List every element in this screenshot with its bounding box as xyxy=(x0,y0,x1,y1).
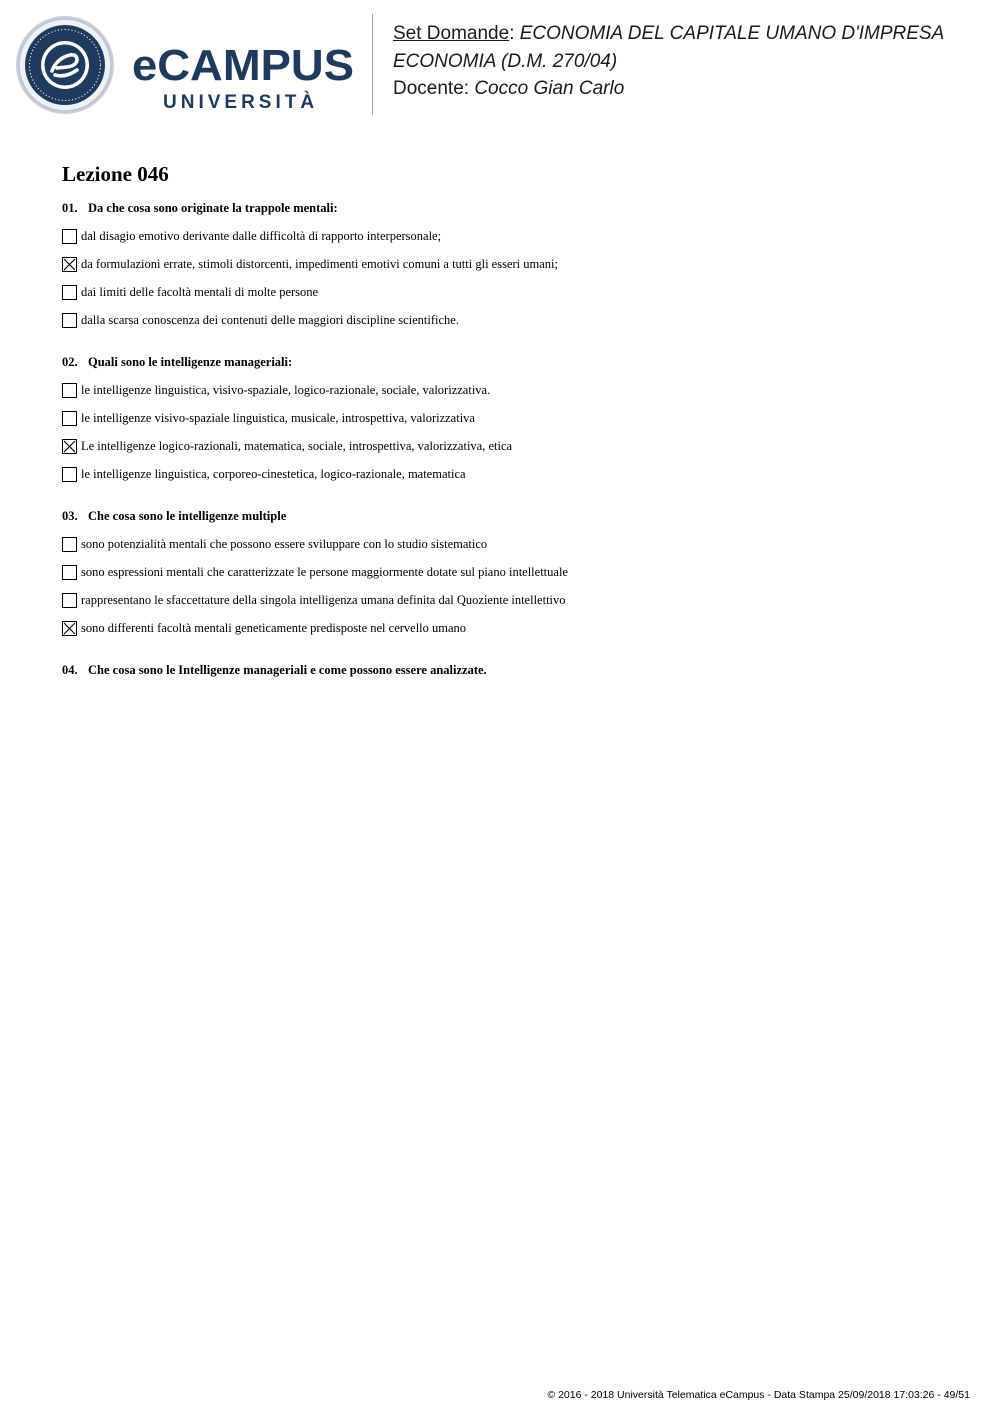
question-text: Quali sono le intelligenze manageriali: xyxy=(88,355,293,369)
answer-option xyxy=(62,558,962,586)
answer-option xyxy=(62,460,962,488)
answer-option xyxy=(62,530,962,558)
question-1 xyxy=(62,200,962,334)
checkbox[interactable] xyxy=(62,411,77,426)
checkbox[interactable] xyxy=(62,467,77,482)
question-number: 02. xyxy=(62,355,78,369)
answer-option xyxy=(62,376,962,404)
answer-text: dalla scarsa conoscenza dei contenuti delle maggiori discipline scientifiche. xyxy=(81,312,459,327)
x-mark-icon xyxy=(63,258,76,271)
answer-text: le intelligenze visivo-spaziale linguistica, musicale, introspettiva, valorizzativa xyxy=(81,410,475,425)
question-2 xyxy=(62,354,962,488)
ecampus-wordmark-logo xyxy=(132,40,357,112)
question-3 xyxy=(62,508,962,642)
answer-option xyxy=(62,250,962,278)
checkbox[interactable] xyxy=(62,565,77,580)
question-number: 03. xyxy=(62,509,78,523)
answer-text: da formulazioni errate, stimoli distorcenti, impedimenti emotivi comuni a tutti gli esseri umani; xyxy=(81,256,558,271)
question-text: Che cosa sono le Intelligenze manageriali e come possono essere analizzate. xyxy=(88,663,487,677)
answer-text: sono potenzialità mentali che possono essere sviluppare con lo studio sistematico xyxy=(81,536,488,551)
course-title-line2: ECONOMIA (D.M. 270/04) xyxy=(393,50,618,72)
answer-text: sono differenti facoltà mentali geneticamente predisposte nel cervello umano xyxy=(81,620,467,635)
docente-label: Docente: xyxy=(393,78,470,99)
logo-brand-text: eCAMPUS xyxy=(132,41,354,90)
course-title-line1: ECONOMIA DEL CAPITALE UMANO D'IMPRESA xyxy=(519,23,945,44)
set-domande-label: Set Domande xyxy=(393,23,510,44)
question-title xyxy=(62,508,962,524)
x-mark-icon xyxy=(63,440,76,453)
quiz-content xyxy=(62,160,962,698)
answer-text: dai limiti delle facoltà mentali di molte persone xyxy=(81,284,319,299)
question-4 xyxy=(62,662,962,678)
question-list xyxy=(62,200,962,678)
answer-option xyxy=(62,432,962,460)
answer-option xyxy=(62,222,962,250)
checked-checkbox[interactable] xyxy=(62,257,77,272)
logo-subtitle-text: UNIVERSITÀ xyxy=(163,92,319,112)
document-header xyxy=(0,0,1000,130)
checked-checkbox[interactable] xyxy=(62,439,77,454)
answer-option xyxy=(62,404,962,432)
checkbox[interactable] xyxy=(62,313,77,328)
answer-option xyxy=(62,586,962,614)
answer-option xyxy=(62,278,962,306)
answer-text: dal disagio emotivo derivante dalle difficoltà di rapporto interpersonale; xyxy=(81,228,442,243)
checkbox[interactable] xyxy=(62,285,77,300)
answer-text: le intelligenze linguistica, visivo-spaziale, logico-razionale, sociale, valorizzativa. xyxy=(81,382,491,397)
answer-text: rappresentano le sfaccettature della singola intelligenza umana definita dal Quoziente intellettivo xyxy=(81,592,566,607)
checkbox[interactable] xyxy=(62,593,77,608)
ecampus-seal-logo xyxy=(15,15,115,115)
x-mark-icon xyxy=(63,622,76,635)
docente-name: Cocco Gian Carlo xyxy=(474,78,625,99)
header-course-info xyxy=(393,20,983,103)
question-number: 01. xyxy=(62,201,78,215)
question-title xyxy=(62,200,962,216)
header-line-3 xyxy=(393,75,983,103)
answer-option xyxy=(62,614,962,642)
set-separator: : xyxy=(509,23,515,44)
header-line-1 xyxy=(393,20,983,48)
lesson-title: Lezione 046 xyxy=(62,162,169,186)
header-divider xyxy=(372,14,373,115)
question-text: Da che cosa sono originate la trappole mentali: xyxy=(88,201,338,215)
page-footer: © 2016 - 2018 Università Telematica eCampus - Data Stampa 25/09/2018 17:03:26 - 49/51 xyxy=(547,1389,970,1401)
checkbox[interactable] xyxy=(62,537,77,552)
answer-option xyxy=(62,306,962,334)
checked-checkbox[interactable] xyxy=(62,621,77,636)
answer-text: le intelligenze linguistica, corporeo-cinestetica, logico-razionale, matematica xyxy=(81,466,466,481)
question-title xyxy=(62,662,962,678)
checkbox[interactable] xyxy=(62,229,77,244)
checkbox[interactable] xyxy=(62,383,77,398)
answer-text: sono espressioni mentali che caratterizzate le persone maggiormente dotate sul piano intellettuale xyxy=(81,564,568,579)
question-text: Che cosa sono le intelligenze multiple xyxy=(88,509,287,523)
question-title xyxy=(62,354,962,370)
question-number: 04. xyxy=(62,663,78,677)
answer-text: Le intelligenze logico-razionali, matematica, sociale, introspettiva, valorizzativa, etica xyxy=(81,438,513,453)
